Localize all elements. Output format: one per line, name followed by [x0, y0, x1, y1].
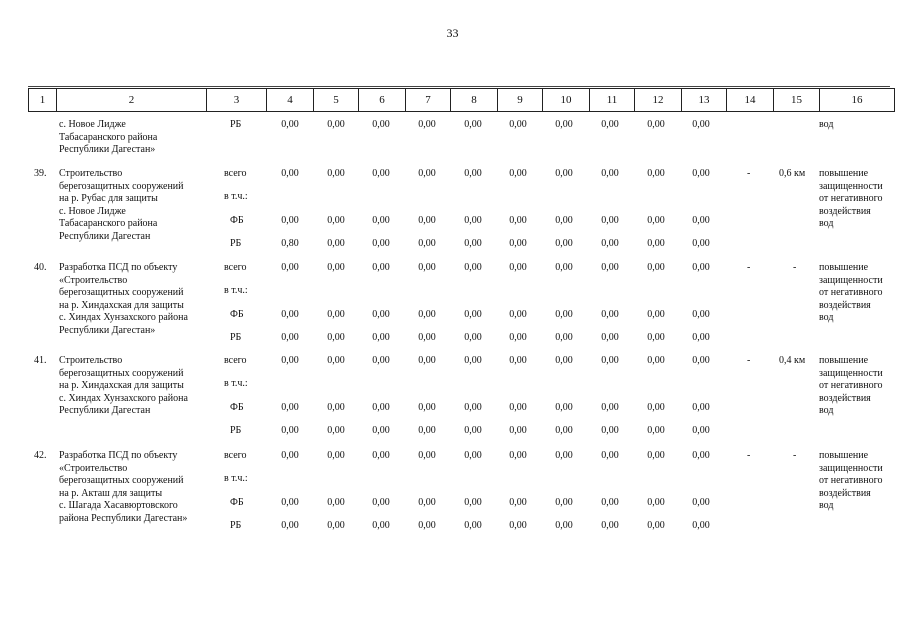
funding-source-label: всего [224, 262, 247, 273]
value-cell: 0,00 [509, 332, 527, 343]
project-name-line: Разработка ПСД по объекту [59, 450, 178, 461]
value-cell: 0,00 [555, 402, 573, 413]
result-text-line: вод [819, 500, 834, 512]
project-name-line: с. Новое Лидже [59, 119, 126, 130]
value-cell: 0,00 [418, 215, 436, 226]
funding-source-label: ФБ [230, 309, 244, 320]
value-cell: 0,00 [601, 262, 619, 273]
value-cell: 0,00 [509, 309, 527, 320]
value-cell: 0,00 [281, 497, 299, 508]
project-name-line: Табасаранского района [59, 131, 158, 143]
value-cell: 0,00 [601, 520, 619, 531]
value-cell: 0,00 [281, 309, 299, 320]
value-cell: 0,00 [418, 402, 436, 413]
value-cell: 0,00 [464, 520, 482, 531]
value-cell: 0,00 [372, 355, 390, 366]
value-cell: 0,00 [692, 402, 710, 413]
value-cell: 0,00 [647, 215, 665, 226]
value-cell: 0,00 [509, 119, 527, 130]
value-cell: 0,00 [555, 332, 573, 343]
value-cell: 0,00 [418, 238, 436, 249]
value-cell: 0,00 [509, 262, 527, 273]
value-cell: 0,00 [692, 238, 710, 249]
funding-source-label: всего [224, 355, 247, 366]
value-cell: 0,00 [327, 425, 345, 436]
value-cell: 0,00 [647, 497, 665, 508]
project-name-line: берегозащитных сооружений [59, 287, 184, 299]
value-cell: 0,00 [647, 262, 665, 273]
value-cell: 0,00 [464, 425, 482, 436]
project-name-line: на р. Акташ для защиты [59, 487, 163, 499]
column-header: 16 [820, 89, 895, 112]
value-cell: 0,00 [372, 520, 390, 531]
result-text-line: воздействия [819, 299, 871, 311]
value-cell: 0,00 [601, 119, 619, 130]
value-cell: 0,00 [601, 497, 619, 508]
value-cell: 0,00 [509, 168, 527, 179]
funding-source-label: ФБ [230, 497, 244, 508]
value-cell: 0,00 [647, 425, 665, 436]
project-name-line: на р. Рубас для защиты [59, 193, 158, 205]
funding-source-label: в т.ч.: [224, 378, 248, 389]
value-cell: 0,00 [509, 425, 527, 436]
result-text-line: вод [819, 218, 834, 230]
value-cell: 0,00 [601, 450, 619, 461]
length-value: 0,6 км [779, 168, 806, 179]
value-cell: 0,00 [327, 238, 345, 249]
value-cell: 0,00 [555, 119, 573, 130]
col14-value: - [747, 450, 751, 461]
value-cell: 0,00 [601, 168, 619, 179]
value-cell: 0,00 [281, 450, 299, 461]
value-cell: 0,00 [327, 402, 345, 413]
result-text-line: повышение [819, 450, 869, 461]
value-cell: 0,00 [281, 520, 299, 531]
column-header: 10 [543, 89, 590, 112]
value-cell: 0,00 [464, 215, 482, 226]
column-header: 5 [314, 89, 359, 112]
project-name-line: с. Новое Лидже [59, 205, 126, 217]
project-name-line: с. Хиндах Хунзахского района [59, 392, 188, 404]
value-cell: 0,00 [464, 332, 482, 343]
value-cell: 0,00 [692, 215, 710, 226]
value-cell: 0,00 [601, 215, 619, 226]
value-cell: 0,00 [509, 355, 527, 366]
value-cell: 0,00 [418, 309, 436, 320]
value-cell: 0,00 [647, 238, 665, 249]
col14-value: - [747, 355, 751, 366]
value-cell: 0,00 [601, 402, 619, 413]
value-cell: 0,00 [555, 262, 573, 273]
value-cell: 0,00 [464, 497, 482, 508]
value-cell: 0,00 [327, 168, 345, 179]
project-name-line: Строительство [59, 168, 123, 179]
result-text-line: воздействия [819, 487, 871, 499]
value-cell: 0,00 [281, 425, 299, 436]
result-text-line: вод [819, 119, 834, 130]
value-cell: 0,00 [464, 238, 482, 249]
value-cell: 0,00 [372, 119, 390, 130]
project-name-line: Республики Дагестан» [59, 144, 156, 156]
result-text-line: защищенности [819, 180, 883, 192]
value-cell: 0,00 [555, 520, 573, 531]
value-cell: 0,00 [647, 450, 665, 461]
column-header: 4 [267, 89, 314, 112]
funding-source-label: РБ [230, 425, 242, 436]
value-cell: 0,00 [464, 309, 482, 320]
result-text-line: защищенности [819, 462, 883, 474]
funding-source-label: РБ [230, 520, 242, 531]
result-text-line: вод [819, 405, 834, 417]
value-cell: 0,00 [327, 450, 345, 461]
value-cell: 0,00 [418, 119, 436, 130]
project-name-line: берегозащитных сооружений [59, 367, 184, 379]
value-cell: 0,00 [647, 119, 665, 130]
result-text-line: воздействия [819, 392, 871, 404]
result-text-line: от негативного [819, 475, 883, 487]
value-cell: 0,00 [327, 332, 345, 343]
value-cell: 0,00 [281, 332, 299, 343]
column-header: 15 [774, 89, 820, 112]
value-cell: 0,00 [418, 355, 436, 366]
value-cell: 0,00 [692, 497, 710, 508]
value-cell: 0,00 [418, 332, 436, 343]
value-cell: 0,00 [692, 168, 710, 179]
value-cell: 0,00 [601, 355, 619, 366]
col14-value: - [747, 168, 751, 179]
value-cell: 0,00 [647, 168, 665, 179]
value-cell: 0,00 [692, 119, 710, 130]
result-text-line: повышение [819, 355, 869, 366]
value-cell: 0,00 [327, 262, 345, 273]
value-cell: 0,00 [372, 450, 390, 461]
column-header: 8 [451, 89, 498, 112]
result-text-line: повышение [819, 168, 869, 179]
value-cell: 0,00 [464, 402, 482, 413]
value-cell: 0,00 [692, 332, 710, 343]
value-cell: 0,00 [418, 450, 436, 461]
value-cell: 0,00 [372, 402, 390, 413]
project-name-line: Табасаранского района [59, 218, 158, 230]
column-header: 14 [727, 89, 774, 112]
value-cell: 0,00 [555, 215, 573, 226]
value-cell: 0,00 [509, 215, 527, 226]
project-name-line: «Строительство [59, 274, 128, 286]
value-cell: 0,00 [464, 168, 482, 179]
value-cell: 0,00 [555, 425, 573, 436]
column-header: 12 [635, 89, 682, 112]
value-cell: 0,00 [555, 309, 573, 320]
value-cell: 0,00 [281, 215, 299, 226]
value-cell: 0,00 [372, 262, 390, 273]
project-name-line: с. Хиндах Хунзахского района [59, 312, 188, 324]
column-header: 9 [498, 89, 543, 112]
value-cell: 0,00 [327, 309, 345, 320]
value-cell: 0,00 [372, 309, 390, 320]
column-header: 3 [207, 89, 267, 112]
value-cell: 0,00 [372, 497, 390, 508]
funding-source-label: в т.ч.: [224, 473, 248, 484]
row-number: 40. [34, 262, 47, 273]
value-cell: 0,00 [418, 520, 436, 531]
funding-source-label: РБ [230, 332, 242, 343]
col14-value: - [747, 262, 751, 273]
value-cell: 0,00 [555, 238, 573, 249]
column-header: 13 [682, 89, 727, 112]
value-cell: 0,00 [372, 215, 390, 226]
column-header: 2 [57, 89, 207, 112]
value-cell: 0,00 [601, 238, 619, 249]
result-text-line: от негативного [819, 193, 883, 205]
project-name-line: на р. Хиндахская для защиты [59, 299, 184, 311]
value-cell: 0,00 [327, 497, 345, 508]
funding-source-label: всего [224, 168, 247, 179]
value-cell: 0,00 [692, 450, 710, 461]
result-text-line: вод [819, 312, 834, 324]
project-name-line: Республики Дагестан [59, 231, 151, 242]
value-cell: 0,00 [647, 520, 665, 531]
project-name-line: берегозащитных сооружений [59, 475, 184, 487]
column-header-row [28, 88, 895, 112]
value-cell: 0,00 [647, 309, 665, 320]
value-cell: 0,00 [418, 497, 436, 508]
column-header: 7 [406, 89, 451, 112]
result-text-line: защищенности [819, 274, 883, 286]
value-cell: 0,00 [647, 355, 665, 366]
project-name-line: района Республики Дагестан» [59, 513, 188, 524]
value-cell: 0,00 [372, 425, 390, 436]
value-cell: 0,00 [281, 355, 299, 366]
project-name-line: на р. Хиндахская для защиты [59, 380, 184, 392]
value-cell: 0,00 [601, 309, 619, 320]
project-name-line: Строительство [59, 355, 123, 366]
funding-source-label: РБ [230, 119, 242, 130]
value-cell: 0,00 [418, 168, 436, 179]
value-cell: 0,00 [647, 332, 665, 343]
value-cell: 0,00 [281, 119, 299, 130]
result-text-line: воздействия [819, 205, 871, 217]
value-cell: 0,00 [327, 119, 345, 130]
length-value: 0,4 км [779, 355, 806, 366]
value-cell: 0,00 [509, 402, 527, 413]
value-cell: 0,00 [692, 355, 710, 366]
length-value: - [793, 450, 797, 461]
value-cell: 0,00 [418, 262, 436, 273]
value-cell: 0,80 [281, 238, 299, 249]
funding-source-label: ФБ [230, 402, 244, 413]
value-cell: 0,00 [692, 520, 710, 531]
value-cell: 0,00 [692, 309, 710, 320]
value-cell: 0,00 [372, 168, 390, 179]
value-cell: 0,00 [601, 425, 619, 436]
project-name-line: Республики Дагестан» [59, 325, 156, 336]
column-header: 1 [29, 89, 57, 112]
value-cell: 0,00 [281, 262, 299, 273]
value-cell: 0,00 [692, 262, 710, 273]
value-cell: 0,00 [327, 215, 345, 226]
value-cell: 0,00 [464, 355, 482, 366]
row-number: 42. [34, 450, 47, 461]
funding-source-label: РБ [230, 238, 242, 249]
result-text-line: повышение [819, 262, 869, 273]
value-cell: 0,00 [555, 450, 573, 461]
project-name-line: берегозащитных сооружений [59, 180, 184, 192]
table-top-rule [28, 86, 890, 87]
project-name-line: Республики Дагестан [59, 405, 151, 417]
value-cell: 0,00 [555, 497, 573, 508]
funding-source-label: в т.ч.: [224, 191, 248, 202]
value-cell: 0,00 [509, 497, 527, 508]
value-cell: 0,00 [692, 425, 710, 436]
value-cell: 0,00 [464, 450, 482, 461]
value-cell: 0,00 [601, 332, 619, 343]
funding-source-label: ФБ [230, 215, 244, 226]
row-number: 41. [34, 355, 47, 366]
row-number: 39. [34, 168, 47, 179]
value-cell: 0,00 [555, 355, 573, 366]
value-cell: 0,00 [372, 238, 390, 249]
project-name-line: с. Шагада Хасавюртовского [59, 500, 178, 512]
value-cell: 0,00 [509, 450, 527, 461]
column-header: 11 [590, 89, 635, 112]
project-name-line: Разработка ПСД по объекту [59, 262, 178, 273]
funding-source-label: в т.ч.: [224, 285, 248, 296]
value-cell: 0,00 [327, 520, 345, 531]
funding-source-label: всего [224, 450, 247, 461]
value-cell: 0,00 [647, 402, 665, 413]
page-number: 33 [446, 26, 459, 40]
value-cell: 0,00 [464, 262, 482, 273]
result-text-line: защищенности [819, 367, 883, 379]
project-name-line: «Строительство [59, 462, 128, 474]
value-cell: 0,00 [418, 425, 436, 436]
length-value: - [793, 262, 797, 273]
result-text-line: от негативного [819, 287, 883, 299]
value-cell: 0,00 [464, 119, 482, 130]
result-text-line: от негативного [819, 380, 883, 392]
value-cell: 0,00 [509, 520, 527, 531]
value-cell: 0,00 [555, 168, 573, 179]
value-cell: 0,00 [327, 355, 345, 366]
value-cell: 0,00 [509, 238, 527, 249]
value-cell: 0,00 [372, 332, 390, 343]
value-cell: 0,00 [281, 168, 299, 179]
column-header: 6 [359, 89, 406, 112]
value-cell: 0,00 [281, 402, 299, 413]
